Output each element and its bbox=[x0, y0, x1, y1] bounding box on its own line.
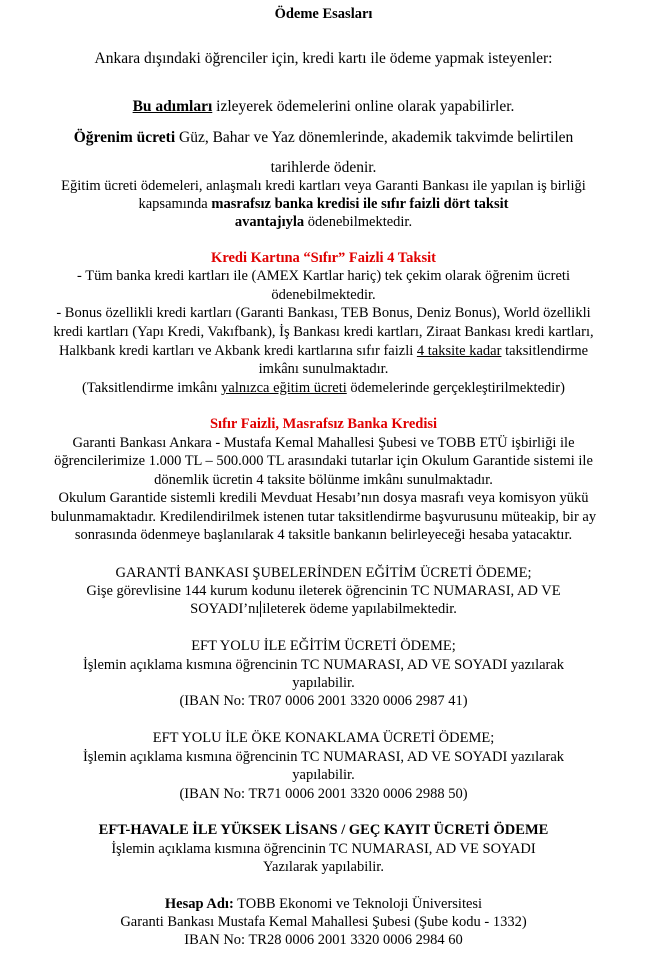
eft-tuition-line-1: İşlemin açıklama kısmına öğrencinin TC NUMARASI, AD VE SOYADI yazılarak bbox=[82, 657, 565, 673]
installment-note-pre: (Taksitlendirme imkânı bbox=[82, 380, 222, 396]
installment-post: taksitlendirme bbox=[501, 343, 589, 359]
installment-note-post: ödemelerinde gerçekleştirilmektedir) bbox=[346, 380, 565, 396]
tuition-line-2: tarihlerde ödenir. bbox=[270, 159, 377, 176]
account-name: TOBB Ekonomi ve Teknoloji Üniversitesi bbox=[233, 896, 483, 912]
tuition-line bbox=[0, 129, 647, 146]
bank-credit-line-1: Garanti Bankası Ankara - Mustafa Kemal Mahallesi Şubesi ve TOBB ETÜ işbirliği ile bbox=[72, 435, 575, 451]
account-iban: IBAN No: TR28 0006 2001 3320 0006 2984 60 bbox=[184, 932, 463, 948]
eft-tuition-heading: EFT YOLU İLE EĞİTİM ÜCRETİ ÖDEME; bbox=[191, 638, 456, 654]
branch-heading: GARANTİ BANKASI ŞUBELERİNDEN EĞİTİM ÜCRETİ ÖDEME; bbox=[115, 565, 532, 581]
payment-intro-line-3 bbox=[0, 214, 647, 231]
eft-dorm-heading: EFT YOLU İLE ÖKE KONAKLAMA ÜCRETİ ÖDEME; bbox=[152, 730, 495, 746]
eft-grad-line-2: Yazılarak yapılabilir. bbox=[263, 859, 384, 875]
bank-credit-line-4: Okulum Garantide sistemli kredili Mevduat Hesabı’nın dosya masrafı veya komisyon yükü bbox=[58, 490, 589, 506]
payment-intro-bold-2: avantajıyla bbox=[234, 214, 305, 230]
installment-limit: 4 taksite kadar bbox=[416, 343, 502, 359]
document-title: Ödeme Esasları bbox=[274, 6, 373, 22]
bank-credit-line-6: sonrasında ödenmeye başlanılarak 4 taksitle bankanın belirleyeceği hesaba yatacaktır. bbox=[74, 527, 573, 543]
installment-pre: Halkbank kredi kartları ve Akbank kredi kartlarına sıfır faizli bbox=[58, 343, 417, 359]
credit-card-line-1: - Tüm banka kredi kartları ile (AMEX Kartlar hariç) tek çekim olarak öğrenim ücreti bbox=[77, 268, 570, 284]
intro-text: Ankara dışındaki öğrenciler için, kredi kartı ile ödeme yapmak isteyenler: bbox=[94, 50, 553, 67]
eft-dorm-iban: (IBAN No: TR71 0006 2001 3320 0006 2988 50) bbox=[179, 786, 468, 802]
steps-link[interactable]: Bu adımları bbox=[132, 98, 213, 115]
account-branch: Garanti Bankası Mustafa Kemal Mahallesi Şubesi (Şube kodu - 1332) bbox=[120, 914, 527, 930]
bank-credit-line-3: dönemlik ücretin 4 taksite bölünme imkânı sunulmaktadır. bbox=[154, 472, 493, 488]
installment-note-underline: yalnızca eğitim ücreti bbox=[221, 380, 347, 396]
bank-credit-heading: Sıfır Faizli, Masrafsız Banka Kredisi bbox=[209, 416, 438, 432]
tuition-label: Öğrenim ücreti bbox=[73, 129, 176, 146]
branch-line-2-pre: SOYADI’nı bbox=[190, 601, 260, 617]
credit-card-heading: Kredi Kartına “Sıfır” Faizli 4 Taksit bbox=[211, 250, 436, 266]
eft-grad-line-1: İşlemin açıklama kısmına öğrencinin TC NUMARASI, AD VE SOYADI bbox=[111, 841, 536, 857]
credit-card-line-6: imkânı sunulmaktadır. bbox=[258, 361, 389, 377]
payment-intro-bold: masrafsız banka kredisi ile sıfır faizli dört taksit bbox=[211, 196, 509, 212]
tuition-text: Güz, Bahar ve Yaz dönemlerinde, akademik takvimde belirtilen bbox=[175, 129, 574, 146]
credit-card-line-2: ödenebilmektedir. bbox=[271, 287, 376, 303]
branch-line-1: Gişe görevlisine 144 kurum kodunu ileterek öğrencinin TC NUMARASI, AD VE bbox=[86, 583, 561, 599]
account-name-line bbox=[0, 896, 647, 913]
online-payment-text: izleyerek ödemelerini online olarak yapabilirler. bbox=[212, 98, 515, 115]
eft-tuition-iban: (IBAN No: TR07 0006 2001 3320 0006 2987 41) bbox=[179, 693, 468, 709]
bank-credit-line-2: öğrencilerimize 1.000 TL – 500.000 TL arasındaki tutarlar için Okulum Garantide sistemi ile bbox=[54, 453, 593, 469]
eft-dorm-line-1: İşlemin açıklama kısmına öğrencinin TC NUMARASI, AD VE SOYADI yazılarak bbox=[82, 749, 565, 765]
credit-card-line-4: kredi kartları (Yapı Kredi, Vakıfbank), İş Bankası kredi kartları, Ziraat Bankası kredi kartları, bbox=[53, 324, 594, 340]
bank-credit-line-5: bulunmamaktadır. Kredilendirilmek istenen tutar taksitlendirme başvurusunu müteakip, bir ay bbox=[50, 509, 597, 525]
branch-line-2-post: ileterek ödeme yapılabilmektedir. bbox=[262, 601, 457, 617]
eft-grad-heading: EFT-HAVALE İLE YÜKSEK LİSANS / GEÇ KAYIT ÜCRETİ ÖDEME bbox=[98, 822, 549, 838]
payment-intro-rest: ödenebilmektedir. bbox=[304, 214, 413, 230]
payment-intro-line-1: Eğitim ücreti ödemeleri, anlaşmalı kredi kartları veya Garanti Bankası ile yapılan iş birliği bbox=[61, 178, 586, 194]
credit-card-line-5 bbox=[0, 343, 647, 360]
eft-tuition-line-2: yapılabilir. bbox=[292, 675, 355, 691]
online-payment-line bbox=[0, 98, 647, 115]
credit-card-line-7 bbox=[0, 380, 647, 397]
payment-intro-pre: kapsamında bbox=[138, 196, 212, 212]
credit-card-line-3: - Bonus özellikli kredi kartları (Garanti Bankası, TEB Bonus, Deniz Bonus), World özellikli bbox=[56, 305, 591, 321]
eft-dorm-line-2: yapılabilir. bbox=[292, 767, 355, 783]
payment-intro-line-2 bbox=[0, 196, 647, 213]
branch-line-2 bbox=[0, 601, 647, 618]
account-label: Hesap Adı: bbox=[164, 896, 234, 912]
